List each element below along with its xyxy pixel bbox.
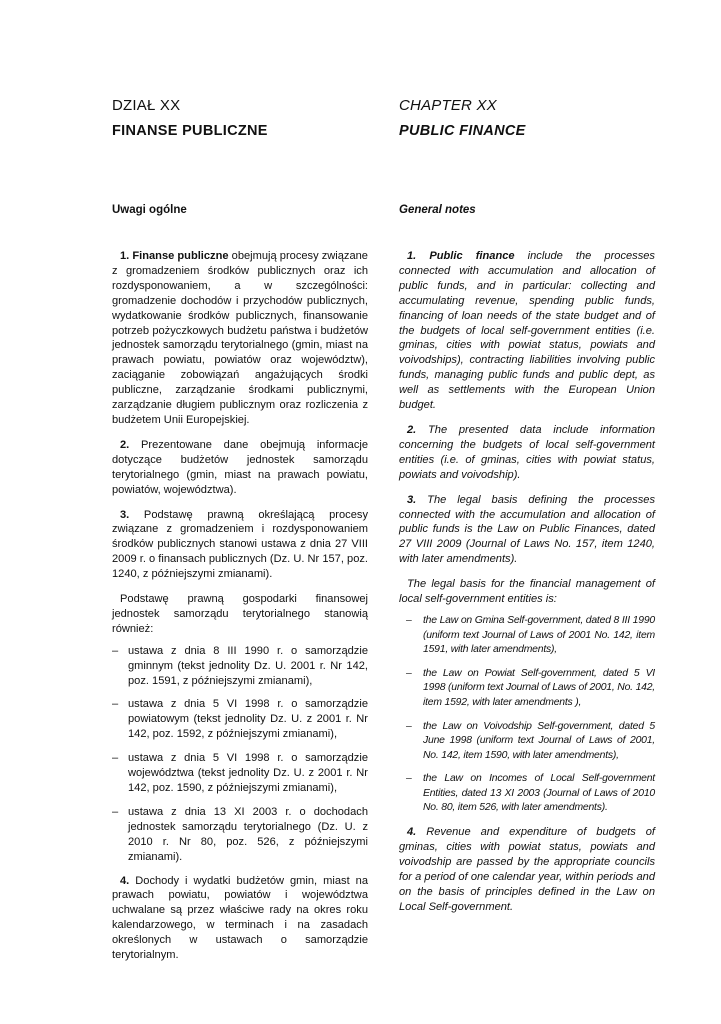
paragraph-4: 4. Revenue and expenditure of budgets of gminas, cities with powiat status, powiats and voivodship are passed by the appropriate councils for a period of one calendar year, within periods and on the basis of principles defined in the Law on Local Self-government.: [399, 826, 655, 913]
chapter-label: CHAPTER XX: [399, 97, 497, 114]
list-item: – the Law on Gmina Self-government, dated 8 III 1990 (uniform text Journal of Laws of 2001 No. 142, item 1591, with later amendments),: [399, 614, 655, 658]
paragraph-3: 3. Podstawę prawną określającą procesy związane z gromadzeniem i rozdysponowaniem środków publicznych stanowi ustawa z dnia 27 VIII 2009 r. o finansach publicznych (Dz. U. Nr 157, poz. 1240, z późniejszymi zmianami).: [112, 508, 368, 581]
body-text: [399, 249, 655, 922]
chapter-title: PUBLIC FINANCE: [399, 123, 526, 139]
list-item: – ustawa z dnia 13 XI 2003 r. o dochodach jednostek samorządu terytorialnego (Dz. U. z 2010 r. Nr 80, poz. 526, z późniejszymi zmianami).: [112, 805, 368, 865]
legal-basis-list: [112, 644, 368, 865]
paragraph-3b: The legal basis for the financial management of local self-government entities is:: [399, 578, 655, 606]
chapter-label: DZIAŁ XX: [112, 97, 181, 114]
paragraph-1: 1. Public finance include the processes connected with accumulation and allocation of public funds, and in particular: collecting and accumulating revenue, spending public funds, financing of loan needs of the state budget and of the budgets of local self-government entities (i.e. gminas, cities with powiat status, powiats and voivodships), contracting liabilities involving public funds, managing public funds and public dept, as well as settlements with the European Union budget.: [399, 250, 655, 412]
list-item: – ustawa z dnia 5 VI 1998 r. o samorządzie powiatowym (tekst jednolity Dz. U. z 2001 r. Nr 142, poz. 1592, z późniejszymi zmianami),: [112, 697, 368, 742]
paragraph-3b: Podstawę prawną gospodarki finansowej jednostek samorządu terytorialnego stanowią również:: [112, 593, 368, 635]
paragraph-2: 2. The presented data include information concerning the budgets of local self-government entities (i.e. of gminas, cities with powiat status, powiats and voivodship).: [399, 423, 655, 481]
paragraph-3: 3. The legal basis defining the processes connected with the accumulation and allocation of public funds is the Law on Public Finances, dated 27 VIII 2009 (Journal of Laws No. 157, item 1240, with later amendments).: [399, 493, 655, 566]
notes-heading: General notes: [399, 204, 476, 216]
body-text: [112, 249, 368, 970]
list-item: – ustawa z dnia 8 III 1990 r. o samorządzie gminnym (tekst jednolity Dz. U. 2001 r. Nr 142, poz. 1591, z późniejszymi zmianami),: [112, 644, 368, 689]
list-item: – the Law on Powiat Self-government, dated 5 VI 1998 (uniform text Journal of Laws of 2001, No. 142, item 1592, with later amendments ),: [399, 667, 655, 711]
list-item: – the Law on Incomes of Local Self-government Entities, dated 13 XI 2003 (Journal of Laws of 2010 No. 80, item 526, with later amendments).: [399, 772, 655, 816]
list-item: – the Law on Voivodship Self-government, dated 5 June 1998 (uniform text Journal of Laws of 2001, No. 142, item 1590, with later amendments),: [399, 720, 655, 764]
paragraph-4: 4. Dochody i wydatki budżetów gmin, miast na prawach powiatu, powiatów i województwa uchwalane są przez właściwe rady na okres roku kalendarzowego, w terminach i na zasadach określonych w ustawach o samorządzie terytorialnym.: [112, 874, 368, 962]
list-item: – ustawa z dnia 5 VI 1998 r. o samorządzie województwa (tekst jednolity Dz. U. z 2001 r. Nr 142, poz. 1590, z późniejszymi zmianami),: [112, 751, 368, 796]
legal-basis-list: [399, 614, 655, 816]
notes-heading: Uwagi ogólne: [112, 204, 187, 216]
paragraph-2: 2. Prezentowane dane obejmują informacje dotyczące budżetów jednostek samorządu terytorialnego (gmin, miast na prawach powiatu, powiatów, województwa).: [112, 438, 368, 496]
chapter-title: FINANSE PUBLICZNE: [112, 123, 268, 139]
paragraph-1: 1. Finanse publiczne obejmują procesy związane z gromadzeniem środków publicznych oraz ich rozdysponowaniem, a w szczególności: gromadzenie dochodów i przychodów publicznych, wydatkowanie środków publicznych, finansowanie potrzeb pożyczkowych budżetu państwa i budżetów jednostek samorządu terytorialnego (gmin, miast na prawach powiatu, powiatów oraz województw), zaciąganie zobowiązań angażujących środki publiczne, zarządzanie środkami publicznymi, zarządzanie długiem publicznym oraz rozliczenia z budżetem Unii Europejskiej.: [112, 250, 368, 426]
